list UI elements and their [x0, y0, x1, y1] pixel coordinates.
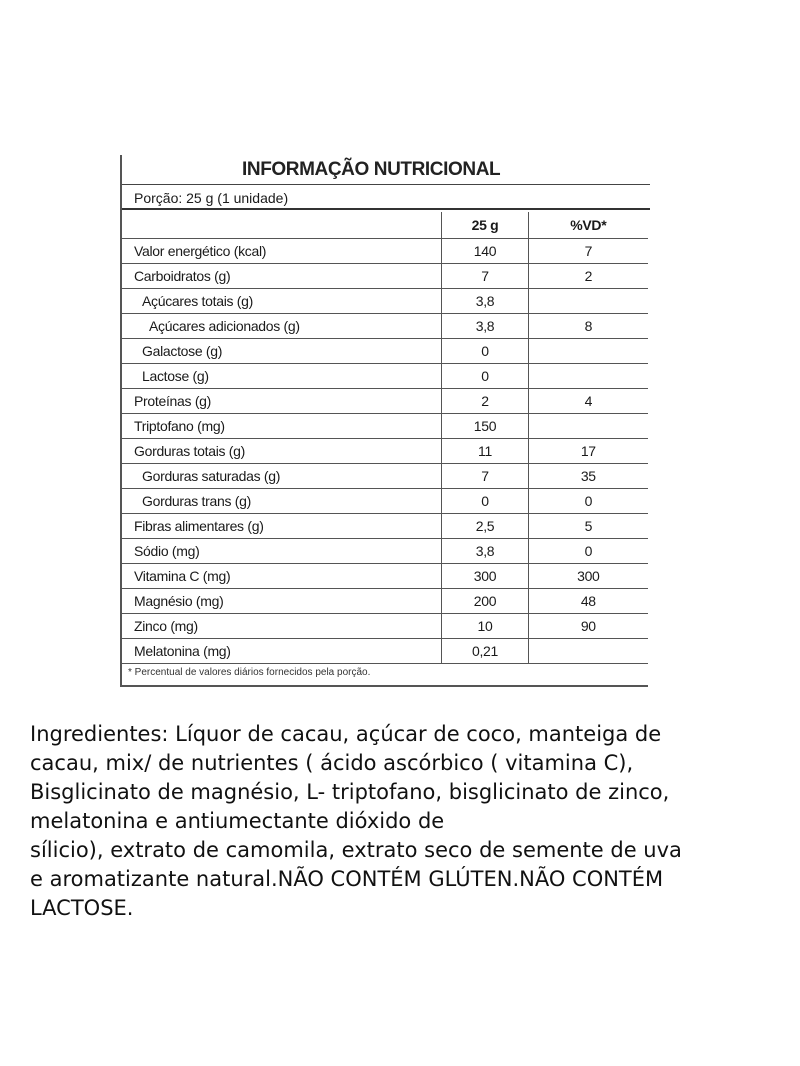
- nutrient-name: Gorduras totais (g): [122, 439, 442, 464]
- table-row: [122, 614, 648, 639]
- ingredients-line: sílicio), extrato de camomila, extrato seco de semente de uva: [30, 838, 682, 862]
- nutrient-name: Gorduras trans (g): [122, 489, 442, 514]
- nutrient-name: Magnésio (mg): [122, 589, 442, 614]
- table-row: [122, 314, 648, 339]
- ingredients-line: melatonina e antiumectante dióxido de: [30, 809, 445, 833]
- nutrient-amount: 0: [442, 339, 528, 364]
- table-row: [122, 514, 648, 539]
- nutrient-amount: 140: [442, 239, 528, 264]
- nutrient-dv: 5: [528, 514, 648, 539]
- nutrient-amount: 7: [442, 264, 528, 289]
- nutrient-amount: 0,21: [442, 639, 528, 664]
- table-header-row: [122, 212, 648, 239]
- nutrient-name: Lactose (g): [122, 364, 442, 389]
- table-row: [122, 564, 648, 589]
- nutrition-table: [122, 212, 648, 664]
- nutrient-amount: 2: [442, 389, 528, 414]
- table-row: [122, 389, 648, 414]
- nutrient-amount: 3,8: [442, 314, 528, 339]
- ingredients-text: [30, 720, 790, 923]
- portion-size: Porção: 25 g (1 unidade): [122, 186, 650, 210]
- nutrient-name: Fibras alimentares (g): [122, 514, 442, 539]
- nutrient-dv: 7: [528, 239, 648, 264]
- nutrient-dv: 8: [528, 314, 648, 339]
- table-row: [122, 539, 648, 564]
- table-row: [122, 464, 648, 489]
- nutrient-amount: 11: [442, 439, 528, 464]
- table-row: [122, 439, 648, 464]
- nutrition-title: INFORMAÇÃO NUTRICIONAL: [122, 155, 650, 185]
- nutrient-amount: 10: [442, 614, 528, 639]
- nutrient-name: Gorduras saturadas (g): [122, 464, 442, 489]
- nutrition-facts-panel: [120, 155, 648, 687]
- table-row: [122, 489, 648, 514]
- table-row: [122, 339, 648, 364]
- daily-value-footnote: * Percentual de valores diários fornecidos pela porção.: [128, 667, 371, 678]
- nutrient-dv: [528, 364, 648, 389]
- nutrient-name: Melatonina (mg): [122, 639, 442, 664]
- nutrient-name: Triptofano (mg): [122, 414, 442, 439]
- nutrient-name: Zinco (mg): [122, 614, 442, 639]
- nutrient-name: Valor energético (kcal): [122, 239, 442, 264]
- table-row: [122, 364, 648, 389]
- nutrient-amount: 0: [442, 489, 528, 514]
- nutrient-dv: [528, 414, 648, 439]
- nutrient-dv: 4: [528, 389, 648, 414]
- nutrient-name: Proteínas (g): [122, 389, 442, 414]
- nutrient-amount: 200: [442, 589, 528, 614]
- table-row: [122, 589, 648, 614]
- table-row: [122, 239, 648, 264]
- nutrient-name: Carboidratos (g): [122, 264, 442, 289]
- nutrient-amount: 150: [442, 414, 528, 439]
- nutrient-dv: 0: [528, 539, 648, 564]
- nutrient-amount: 2,5: [442, 514, 528, 539]
- table-row: [122, 414, 648, 439]
- table-row: [122, 639, 648, 664]
- table-row: [122, 264, 648, 289]
- nutrient-name: Sódio (mg): [122, 539, 442, 564]
- nutrient-dv: 2: [528, 264, 648, 289]
- ingredients-line: LACTOSE.: [30, 896, 134, 920]
- ingredients-line: e aromatizante natural.NÃO CONTÉM GLÚTEN.NÃO CONTÉM: [30, 867, 664, 891]
- nutrient-dv: 35: [528, 464, 648, 489]
- nutrient-name: Açúcares adicionados (g): [122, 314, 442, 339]
- nutrient-amount: 300: [442, 564, 528, 589]
- nutrient-dv: 0: [528, 489, 648, 514]
- nutrient-dv: [528, 289, 648, 314]
- ingredients-line: Ingredientes: Líquor de cacau, açúcar de coco, manteiga de: [30, 722, 662, 746]
- ingredients-line: cacau, mix/ de nutrientes ( ácido ascórbico ( vitamina C),: [30, 751, 634, 775]
- nutrient-name: Galactose (g): [122, 339, 442, 364]
- nutrient-name: Vitamina C (mg): [122, 564, 442, 589]
- nutrient-dv: 90: [528, 614, 648, 639]
- column-header-dv: %VD*: [528, 212, 648, 239]
- nutrient-amount: 7: [442, 464, 528, 489]
- table-row: [122, 289, 648, 314]
- nutrient-dv: [528, 639, 648, 664]
- column-header-name: [122, 212, 442, 239]
- nutrient-dv: 300: [528, 564, 648, 589]
- nutrient-dv: 48: [528, 589, 648, 614]
- nutrient-name: Açúcares totais (g): [122, 289, 442, 314]
- nutrient-dv: 17: [528, 439, 648, 464]
- nutrient-amount: 3,8: [442, 289, 528, 314]
- column-header-amount: 25 g: [442, 212, 528, 239]
- nutrient-amount: 0: [442, 364, 528, 389]
- nutrient-dv: [528, 339, 648, 364]
- nutrient-amount: 3,8: [442, 539, 528, 564]
- ingredients-line: Bisglicinato de magnésio, L- triptofano, bisglicinato de zinco,: [30, 780, 670, 804]
